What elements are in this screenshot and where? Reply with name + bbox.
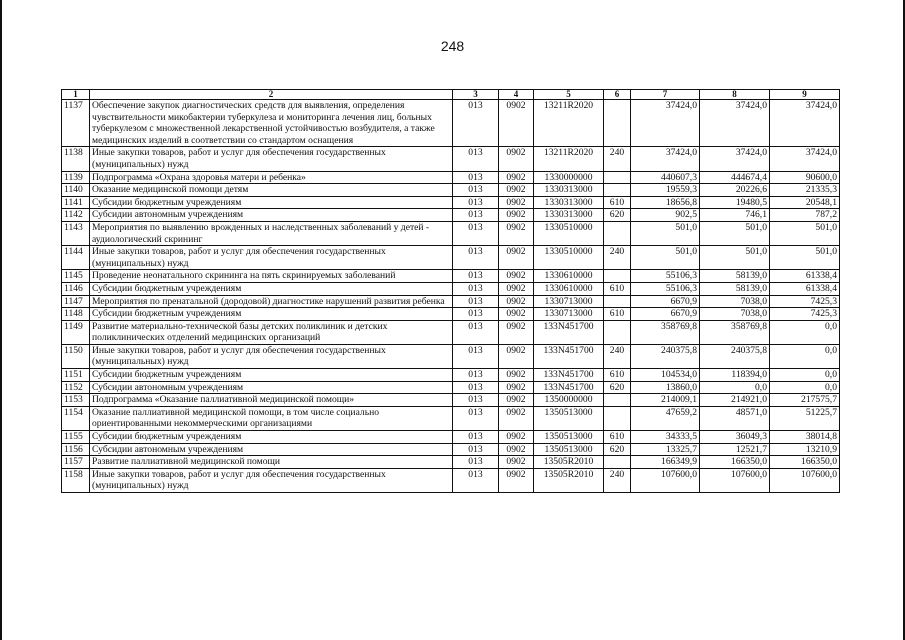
column-header: 2	[90, 90, 453, 100]
amount-year-2: 746,1	[700, 209, 770, 222]
row-name: Субсидии бюджетным учреждениям	[90, 308, 453, 321]
expense-type-code	[604, 456, 631, 469]
target-article-code: 1330713000	[534, 295, 604, 308]
amount-year-2: 37424,0	[700, 147, 770, 171]
section-code: 0902	[499, 221, 534, 245]
table-row	[62, 369, 840, 382]
amount-year-3: 501,0	[770, 221, 840, 245]
expense-type-code: 240	[604, 246, 631, 270]
column-header: 8	[700, 90, 770, 100]
section-code: 0902	[499, 394, 534, 407]
expense-type-code: 620	[604, 381, 631, 394]
expense-type-code	[604, 221, 631, 245]
amount-year-2: 36049,3	[700, 431, 770, 444]
row-name: Иные закупки товаров, работ и услуг для обеспечения государственных (муниципальных) нужд	[90, 147, 453, 171]
column-header: 5	[534, 90, 604, 100]
row-name: Подпрограмма «Оказание паллиативной медицинской помощи»	[90, 394, 453, 407]
amount-year-1: 440607,3	[631, 171, 700, 184]
amount-year-3: 107600,0	[770, 468, 840, 492]
ministry-code: 013	[453, 270, 499, 283]
row-number: 1152	[62, 381, 90, 394]
row-number: 1143	[62, 221, 90, 245]
amount-year-3: 7425,3	[770, 295, 840, 308]
ministry-code: 013	[453, 456, 499, 469]
section-code: 0902	[499, 196, 534, 209]
amount-year-1: 47659,2	[631, 406, 700, 430]
amount-year-2: 58139,0	[700, 270, 770, 283]
row-number: 1141	[62, 196, 90, 209]
section-code: 0902	[499, 209, 534, 222]
column-header: 1	[62, 90, 90, 100]
amount-year-3: 37424,0	[770, 147, 840, 171]
ministry-code: 013	[453, 171, 499, 184]
row-name: Субсидии бюджетным учреждениям	[90, 282, 453, 295]
table-row	[62, 171, 840, 184]
amount-year-3: 51225,7	[770, 406, 840, 430]
scan-left-edge	[0, 0, 2, 640]
section-code: 0902	[499, 246, 534, 270]
column-header: 7	[631, 90, 700, 100]
target-article-code: 1330313000	[534, 184, 604, 197]
amount-year-1: 13325,7	[631, 443, 700, 456]
amount-year-3: 20548,1	[770, 196, 840, 209]
expense-type-code	[604, 100, 631, 147]
amount-year-1: 13860,0	[631, 381, 700, 394]
amount-year-2: 20226,6	[700, 184, 770, 197]
section-code: 0902	[499, 381, 534, 394]
amount-year-1: 107600,0	[631, 468, 700, 492]
ministry-code: 013	[453, 308, 499, 321]
row-name: Субсидии бюджетным учреждениям	[90, 431, 453, 444]
amount-year-1: 902,5	[631, 209, 700, 222]
expense-type-code: 620	[604, 443, 631, 456]
amount-year-1: 166349,9	[631, 456, 700, 469]
row-number: 1148	[62, 308, 90, 321]
amount-year-2: 444674,4	[700, 171, 770, 184]
row-number: 1146	[62, 282, 90, 295]
section-code: 0902	[499, 443, 534, 456]
column-header: 3	[453, 90, 499, 100]
row-number: 1157	[62, 456, 90, 469]
table-row	[62, 431, 840, 444]
budget-table	[61, 89, 840, 493]
amount-year-3: 217575,7	[770, 394, 840, 407]
table-row	[62, 468, 840, 492]
row-number: 1142	[62, 209, 90, 222]
ministry-code: 013	[453, 282, 499, 295]
amount-year-1: 6670,9	[631, 308, 700, 321]
target-article-code: 133N451700	[534, 381, 604, 394]
amount-year-1: 6670,9	[631, 295, 700, 308]
amount-year-2: 166350,0	[700, 456, 770, 469]
amount-year-1: 501,0	[631, 221, 700, 245]
section-code: 0902	[499, 456, 534, 469]
expense-type-code	[604, 320, 631, 344]
ministry-code: 013	[453, 295, 499, 308]
ministry-code: 013	[453, 184, 499, 197]
amount-year-2: 501,0	[700, 221, 770, 245]
ministry-code: 013	[453, 344, 499, 368]
column-header: 9	[770, 90, 840, 100]
column-header: 6	[604, 90, 631, 100]
amount-year-2: 48571,0	[700, 406, 770, 430]
expense-type-code: 610	[604, 369, 631, 382]
table-row	[62, 221, 840, 245]
expense-type-code	[604, 406, 631, 430]
row-name: Субсидии автономным учреждениям	[90, 209, 453, 222]
amount-year-3: 166350,0	[770, 456, 840, 469]
ministry-code: 013	[453, 468, 499, 492]
table-row	[62, 295, 840, 308]
section-code: 0902	[499, 100, 534, 147]
target-article-code: 1330510000	[534, 221, 604, 245]
amount-year-2: 37424,0	[700, 100, 770, 147]
expense-type-code: 620	[604, 209, 631, 222]
section-code: 0902	[499, 282, 534, 295]
amount-year-1: 55106,3	[631, 270, 700, 283]
target-article-code: 1330610000	[534, 282, 604, 295]
table-row	[62, 184, 840, 197]
amount-year-2: 214921,0	[700, 394, 770, 407]
amount-year-2: 118394,0	[700, 369, 770, 382]
amount-year-2: 58139,0	[700, 282, 770, 295]
table-row	[62, 344, 840, 368]
ministry-code: 013	[453, 209, 499, 222]
row-number: 1155	[62, 431, 90, 444]
section-code: 0902	[499, 320, 534, 344]
table-row	[62, 381, 840, 394]
amount-year-1: 104534,0	[631, 369, 700, 382]
expense-type-code: 240	[604, 147, 631, 171]
amount-year-3: 0,0	[770, 344, 840, 368]
row-name: Проведение неонатального скрининга на пять скринируемых заболеваний	[90, 270, 453, 283]
row-number: 1144	[62, 246, 90, 270]
ministry-code: 013	[453, 221, 499, 245]
row-name: Оказание медицинской помощи детям	[90, 184, 453, 197]
target-article-code: 133N451700	[534, 369, 604, 382]
ministry-code: 013	[453, 443, 499, 456]
target-article-code: 1350513000	[534, 406, 604, 430]
section-code: 0902	[499, 431, 534, 444]
row-name: Мероприятия по выявлению врожденных и наследственных заболеваний у детей - аудиологический скрининг	[90, 221, 453, 245]
row-number: 1153	[62, 394, 90, 407]
amount-year-1: 55106,3	[631, 282, 700, 295]
expense-type-code: 610	[604, 308, 631, 321]
row-name: Развитие материально-технической базы детских поликлиник и детских поликлинических отделений медицинских организаций	[90, 320, 453, 344]
amount-year-3: 0,0	[770, 320, 840, 344]
row-name: Иные закупки товаров, работ и услуг для обеспечения государственных (муниципальных) нужд	[90, 468, 453, 492]
amount-year-1: 240375,8	[631, 344, 700, 368]
row-number: 1158	[62, 468, 90, 492]
table-row	[62, 308, 840, 321]
amount-year-3: 37424,0	[770, 100, 840, 147]
table-row	[62, 456, 840, 469]
expense-type-code: 240	[604, 468, 631, 492]
section-code: 0902	[499, 468, 534, 492]
target-article-code: 13505R2010	[534, 456, 604, 469]
amount-year-2: 358769,8	[700, 320, 770, 344]
row-number: 1156	[62, 443, 90, 456]
section-code: 0902	[499, 344, 534, 368]
expense-type-code	[604, 270, 631, 283]
section-code: 0902	[499, 171, 534, 184]
amount-year-3: 90600,0	[770, 171, 840, 184]
table-row	[62, 147, 840, 171]
header-row	[62, 90, 840, 100]
amount-year-1: 34333,5	[631, 431, 700, 444]
target-article-code: 133N451700	[534, 344, 604, 368]
amount-year-3: 38014,8	[770, 431, 840, 444]
row-number: 1147	[62, 295, 90, 308]
target-article-code: 13211R2020	[534, 100, 604, 147]
table-row	[62, 443, 840, 456]
section-code: 0902	[499, 147, 534, 171]
table-row	[62, 394, 840, 407]
target-article-code: 13211R2020	[534, 147, 604, 171]
target-article-code: 1350513000	[534, 443, 604, 456]
table-row	[62, 209, 840, 222]
amount-year-1: 37424,0	[631, 147, 700, 171]
row-number: 1154	[62, 406, 90, 430]
ministry-code: 013	[453, 431, 499, 444]
target-article-code: 1330510000	[534, 246, 604, 270]
amount-year-2: 0,0	[700, 381, 770, 394]
row-number: 1139	[62, 171, 90, 184]
amount-year-1: 501,0	[631, 246, 700, 270]
ministry-code: 013	[453, 100, 499, 147]
row-number: 1151	[62, 369, 90, 382]
ministry-code: 013	[453, 196, 499, 209]
amount-year-1: 37424,0	[631, 100, 700, 147]
amount-year-2: 7038,0	[700, 308, 770, 321]
amount-year-3: 787,2	[770, 209, 840, 222]
table-row	[62, 270, 840, 283]
expense-type-code: 610	[604, 282, 631, 295]
ministry-code: 013	[453, 381, 499, 394]
amount-year-3: 501,0	[770, 246, 840, 270]
row-number: 1138	[62, 147, 90, 171]
amount-year-1: 19559,3	[631, 184, 700, 197]
row-name: Субсидии автономным учреждениям	[90, 381, 453, 394]
row-name: Субсидии автономным учреждениям	[90, 443, 453, 456]
amount-year-3: 61338,4	[770, 282, 840, 295]
row-number: 1137	[62, 100, 90, 147]
row-name: Оказание паллиативной медицинской помощи, в том числе социально ориентированными некоммерческими организациями	[90, 406, 453, 430]
ministry-code: 013	[453, 406, 499, 430]
amount-year-3: 7425,3	[770, 308, 840, 321]
target-article-code: 1350000000	[534, 394, 604, 407]
amount-year-1: 18656,8	[631, 196, 700, 209]
expense-type-code: 610	[604, 196, 631, 209]
section-code: 0902	[499, 369, 534, 382]
expense-type-code: 610	[604, 431, 631, 444]
ministry-code: 013	[453, 147, 499, 171]
section-code: 0902	[499, 184, 534, 197]
expense-type-code	[604, 394, 631, 407]
amount-year-2: 240375,8	[700, 344, 770, 368]
row-name: Подпрограмма «Охрана здоровья матери и ребенка»	[90, 171, 453, 184]
expense-type-code	[604, 295, 631, 308]
table-row	[62, 282, 840, 295]
amount-year-1: 358769,8	[631, 320, 700, 344]
row-name: Развитие паллиативной медицинской помощи	[90, 456, 453, 469]
section-code: 0902	[499, 270, 534, 283]
row-number: 1145	[62, 270, 90, 283]
row-number: 1149	[62, 320, 90, 344]
table-row	[62, 320, 840, 344]
target-article-code: 1330313000	[534, 196, 604, 209]
section-code: 0902	[499, 406, 534, 430]
target-article-code: 1330713000	[534, 308, 604, 321]
table-row	[62, 406, 840, 430]
amount-year-2: 19480,5	[700, 196, 770, 209]
row-name: Мероприятия по пренатальной (дородовой) диагностике нарушений развития ребенка	[90, 295, 453, 308]
row-name: Иные закупки товаров, работ и услуг для обеспечения государственных (муниципальных) нужд	[90, 344, 453, 368]
row-name: Иные закупки товаров, работ и услуг для обеспечения государственных (муниципальных) нужд	[90, 246, 453, 270]
target-article-code: 1330313000	[534, 209, 604, 222]
row-name: Субсидии бюджетным учреждениям	[90, 369, 453, 382]
column-header: 4	[499, 90, 534, 100]
amount-year-3: 0,0	[770, 381, 840, 394]
row-number: 1150	[62, 344, 90, 368]
amount-year-2: 107600,0	[700, 468, 770, 492]
table-row	[62, 246, 840, 270]
row-number: 1140	[62, 184, 90, 197]
ministry-code: 013	[453, 246, 499, 270]
table-row	[62, 196, 840, 209]
target-article-code: 1330610000	[534, 270, 604, 283]
target-article-code: 1330000000	[534, 171, 604, 184]
target-article-code: 13505R2010	[534, 468, 604, 492]
expense-type-code	[604, 184, 631, 197]
ministry-code: 013	[453, 369, 499, 382]
amount-year-2: 501,0	[700, 246, 770, 270]
target-article-code: 1350513000	[534, 431, 604, 444]
target-article-code: 133N451700	[534, 320, 604, 344]
expense-type-code	[604, 171, 631, 184]
amount-year-3: 0,0	[770, 369, 840, 382]
row-name: Обеспечение закупок диагностических средств для выявления, определения чувствительности микобактерии туберкулеза и мониторинга лечения лиц, больных туберкулезом с множественной лекарственной устойчивостью возбудителя, а также медицинских изделий в соответствии со стандартом оснащения	[90, 100, 453, 147]
ministry-code: 013	[453, 394, 499, 407]
amount-year-3: 21335,3	[770, 184, 840, 197]
ministry-code: 013	[453, 320, 499, 344]
amount-year-2: 12521,7	[700, 443, 770, 456]
amount-year-1: 214009,1	[631, 394, 700, 407]
section-code: 0902	[499, 295, 534, 308]
amount-year-3: 13210,9	[770, 443, 840, 456]
row-name: Субсидии бюджетным учреждениям	[90, 196, 453, 209]
section-code: 0902	[499, 308, 534, 321]
page-number: 248	[440, 38, 465, 54]
expense-type-code: 240	[604, 344, 631, 368]
table-row	[62, 100, 840, 147]
amount-year-2: 7038,0	[700, 295, 770, 308]
amount-year-3: 61338,4	[770, 270, 840, 283]
